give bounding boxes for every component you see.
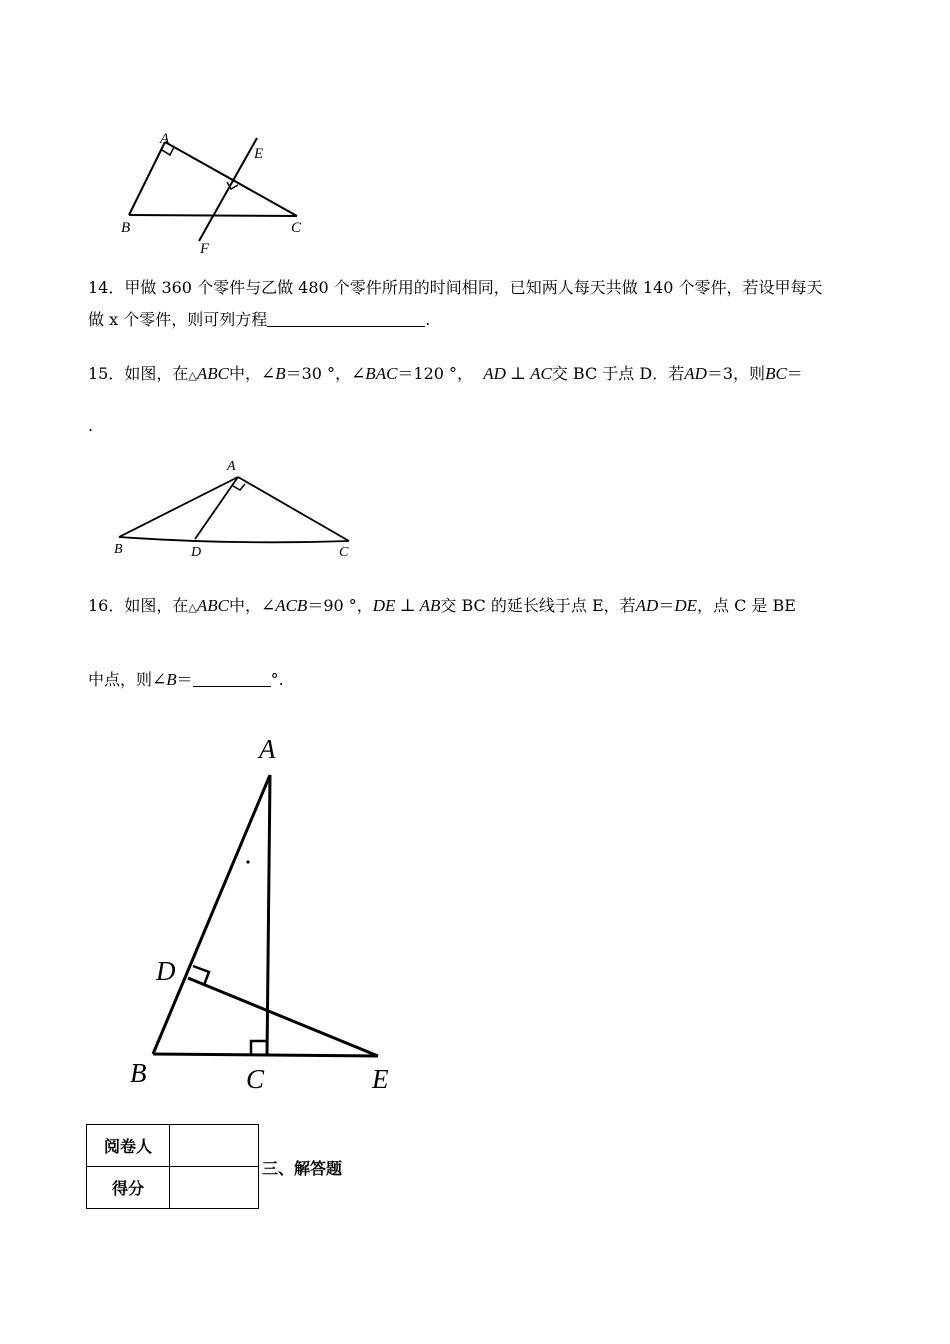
q15-eq-ad: ＝3，则	[706, 364, 766, 383]
q16-angle-acb: ∠ACB	[260, 596, 308, 615]
q15-zhong: 中，	[228, 364, 261, 383]
fig13-label-c: C	[291, 220, 302, 236]
question-15	[88, 358, 858, 392]
grader-table	[86, 1124, 259, 1209]
fig15-label-b: B	[114, 542, 123, 557]
fig16-label-a: A	[259, 734, 276, 764]
q15-eq: ＝	[786, 364, 803, 383]
fig15-label-d: D	[191, 545, 202, 560]
q15-ad: AD	[684, 364, 707, 383]
q14-answer-blank[interactable]	[267, 308, 425, 327]
q15-triangle-symbol: △	[188, 369, 197, 382]
fig16-line-ac	[267, 775, 270, 1056]
fig15-line-bc	[119, 537, 349, 542]
q14-line2	[88, 304, 858, 336]
q16-eq-acb: ＝90 °，	[307, 596, 373, 615]
q15-bc: BC	[765, 364, 787, 383]
figure-q16	[120, 730, 410, 1100]
q14-line1: 14．甲做 360 个零件与乙做 480 个零件所用的时间相同，已知两人每天共做 140 个零件，若设甲每天	[88, 278, 823, 297]
q16-eq2: ＝	[176, 670, 193, 689]
q16-angle-b: ∠B	[152, 670, 177, 689]
q15-eq-b: ＝30 °，	[285, 364, 352, 383]
fig15-line-ad	[195, 477, 238, 539]
figure-q13	[110, 128, 320, 256]
q16-rest: ，点 C 是 BE	[697, 596, 796, 615]
fig16-line-be	[153, 1054, 378, 1056]
fig16-dot	[246, 860, 249, 863]
fig13-label-e: E	[254, 146, 264, 162]
grader-score-label: 得分	[87, 1167, 170, 1209]
q16-line2-text: 中点，则	[88, 670, 153, 689]
q16-ad: AD	[635, 596, 659, 615]
q16-num: 16．如图，在	[88, 596, 189, 615]
section-title: 三、解答题	[262, 1159, 343, 1178]
fig13-line-ac	[165, 142, 297, 216]
fig13-label-a: A	[160, 131, 170, 147]
grader-score-cell[interactable]	[170, 1167, 259, 1209]
fig13-label-f: F	[200, 241, 210, 256]
grader-reviewer-label: 阅卷人	[87, 1125, 170, 1167]
q15-abc: ABC	[196, 364, 229, 383]
grader-reviewer-cell[interactable]	[170, 1125, 259, 1167]
fig15-right-angle-a	[233, 484, 245, 490]
q16-perp: DE ⊥ AB	[372, 596, 441, 615]
q14-line2-end: .	[425, 310, 431, 329]
fig15-line-ac	[238, 477, 349, 541]
fig13-right-angle-a	[162, 147, 174, 155]
q15-angle-b: ∠B	[260, 364, 286, 383]
fig16-label-d: D	[156, 956, 176, 986]
q16-de: DE	[674, 596, 698, 615]
fig16-label-b: B	[130, 1058, 147, 1088]
q16-eq: ＝	[658, 596, 675, 615]
q14-line2-text: 做 x 个零件，则可列方程	[88, 310, 268, 329]
q15-num: 15．如图，在	[88, 364, 189, 383]
fig15-label-a: A	[227, 459, 236, 474]
q15-perp: AD ⊥ AC	[483, 364, 552, 383]
fig16-right-angle-c	[251, 1041, 267, 1055]
question-16	[88, 590, 858, 624]
q15-eq-bac: ＝120 °，	[397, 364, 474, 383]
q16-triangle-symbol: △	[188, 601, 197, 614]
q16-answer-blank[interactable]	[193, 668, 271, 687]
fig13-label-b: B	[121, 220, 131, 236]
q16-deg: °.	[270, 670, 284, 689]
fig15-label-c: C	[339, 545, 349, 560]
fig16-label-e: E	[372, 1064, 389, 1094]
grader-row-reviewer	[87, 1125, 259, 1167]
q15-line1	[88, 358, 858, 392]
q16-jiao: 交 BC 的延长线于点 E，若	[440, 596, 636, 615]
q16-zhong: 中，	[228, 596, 261, 615]
grader-row-score	[87, 1167, 259, 1209]
figure-q15	[105, 450, 365, 562]
fig13-line-ab	[129, 142, 165, 215]
fig15-line-ab	[119, 477, 238, 537]
q16-abc: ABC	[196, 596, 229, 615]
q15-angle-bac: ∠BAC	[351, 364, 398, 383]
question-14	[88, 272, 858, 336]
fig16-label-c: C	[246, 1064, 265, 1094]
q16-line2	[88, 664, 858, 696]
fig16-line-de	[188, 978, 378, 1056]
q15-jiao: 交 BC 于点 D．若	[551, 364, 685, 383]
q15-answer-period: .	[88, 416, 94, 435]
q16-line1	[88, 590, 858, 624]
fig16-line-ab	[153, 775, 270, 1054]
